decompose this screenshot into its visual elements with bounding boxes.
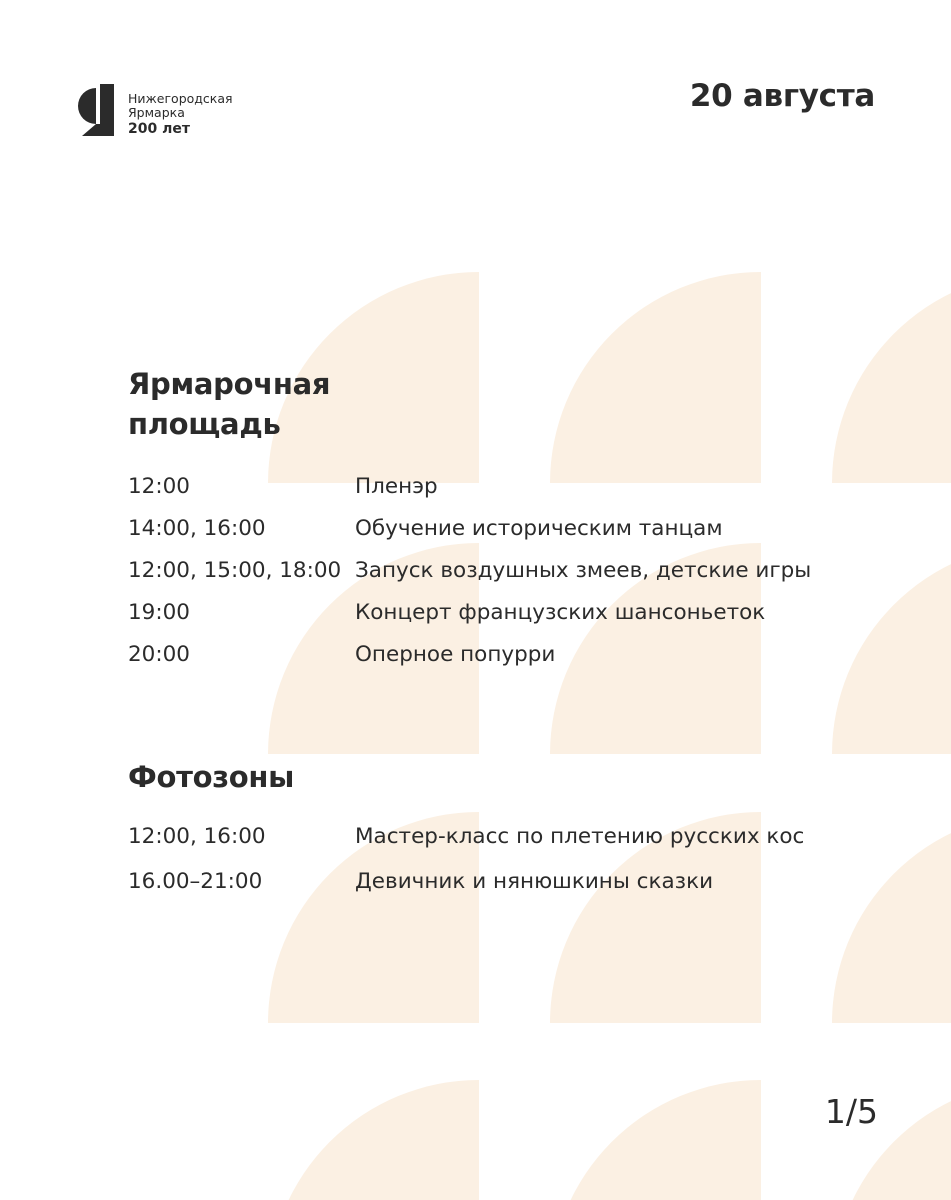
schedule-time: 19:00 <box>128 600 190 625</box>
logo-line-1: Нижегородская <box>128 91 233 106</box>
schedule-row <box>128 596 888 638</box>
schedule-list-photo-zones <box>128 820 888 907</box>
section-title-photo-zones <box>128 757 294 797</box>
page-date: 20 августа <box>689 78 875 114</box>
schedule-event: Оперное попурри <box>355 642 556 667</box>
logo-line-2: Ярмарка <box>128 105 185 120</box>
schedule-event: Запуск воздушных змеев, детские игры <box>355 558 812 583</box>
logo-text <box>128 92 288 139</box>
schedule-time: 16.00–21:00 <box>128 869 263 894</box>
page-indicator: 1/5 <box>824 1092 878 1131</box>
section-title-line: площадь <box>128 407 281 441</box>
schedule-row <box>128 820 888 865</box>
schedule-row <box>128 470 888 512</box>
schedule-event: Обучение историческим танцам <box>355 516 723 541</box>
schedule-event: Мастер-класс по плетению русских кос <box>355 824 805 849</box>
schedule-time: 14:00, 16:00 <box>128 516 266 541</box>
section-title-line: Фотозоны <box>128 760 295 794</box>
schedule-time: 12:00 <box>128 474 190 499</box>
schedule-row <box>128 865 888 907</box>
ya-letter-logo-icon <box>76 80 118 140</box>
section-title-line: Ярмарочная <box>128 367 331 401</box>
schedule-time: 12:00, 15:00, 18:00 <box>128 558 342 583</box>
schedule-time: 20:00 <box>128 642 190 667</box>
schedule-time: 12:00, 16:00 <box>128 824 266 849</box>
section-title-fair-square <box>128 364 330 444</box>
schedule-row <box>128 638 888 680</box>
schedule-row <box>128 554 888 596</box>
schedule-event: Пленэр <box>355 474 438 499</box>
schedule-list-fair-square <box>128 470 888 680</box>
schedule-event: Концерт французских шансоньеток <box>355 600 766 625</box>
schedule-row <box>128 512 888 554</box>
logo-line-3: 200 лет <box>128 121 190 137</box>
schedule-event: Девичник и нянюшкины сказки <box>355 869 714 894</box>
